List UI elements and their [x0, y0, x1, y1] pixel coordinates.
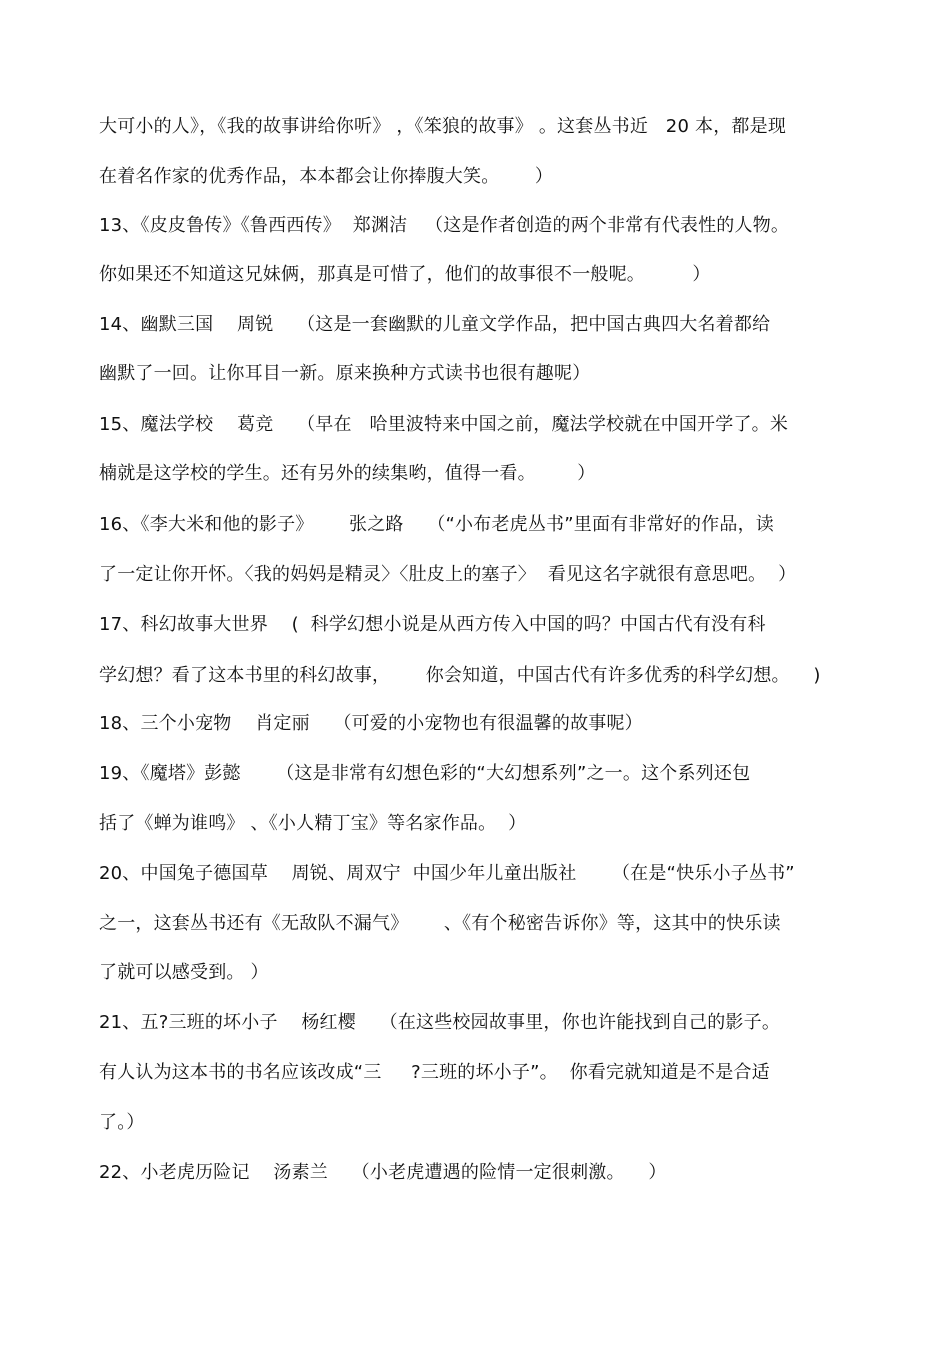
text-line: 21、五?三班的坏小子 杨红樱 （在这些校园故事里，你也许能找到自己的影子。: [99, 1012, 781, 1033]
text-line: 幽默了一回。让你耳目一新。原来换种方式读书也很有趣呢）: [99, 363, 591, 384]
text-line: 16、《李大米和他的影子》 张之路 （“小布老虎丛书”里面有非常好的作品，读: [99, 514, 774, 535]
text-line: 13、《皮皮鲁传》《鲁西西传》 郑渊洁 （这是作者创造的两个非常有代表性的人物。: [99, 215, 790, 236]
text-line: 你如果还不知道这兄妹俩，那真是可惜了，他们的故事很不一般呢。 ）: [99, 264, 711, 285]
text-line: 大可小的人》，《我的故事讲给你听》 ，《笨狼的故事》 。这套丛书近 20 本，都是现: [99, 116, 787, 137]
text-line: 22、小老虎历险记 汤素兰 （小老虎遭遇的险情一定很刺激。 ）: [99, 1162, 667, 1183]
text-line: 14、幽默三国 周锐 （这是一套幽默的儿童文学作品，把中国古典四大名着都给: [99, 314, 771, 335]
text-line: 了。）: [99, 1112, 145, 1133]
text-line: 19、《魔塔》彭懿 （这是非常有幻想色彩的“大幻想系列”之一。这个系列还包: [99, 763, 751, 784]
text-line: 15、魔法学校 葛竞 （早在 哈里波特来中国之前，魔法学校就在中国开学了。米: [99, 414, 789, 435]
text-line: 之一，这套丛书还有《无敌队不漏气》 、《有个秘密告诉你》等，这其中的快乐读: [99, 913, 781, 934]
text-line: 了一定让你开怀。〈我的妈妈是精灵〉〈肚皮上的塞子〉 看见这名字就很有意思吧。 ）: [99, 564, 797, 585]
text-line: 17、科幻故事大世界 ( 科学幻想小说是从西方传入中国的吗？中国古代有没有科: [99, 614, 766, 635]
text-line: 楠就是这学校的学生。还有另外的续集哟，值得一看。 ）: [99, 463, 596, 484]
text-line: 18、三个小宠物 肖定丽 （可爱的小宠物也有很温馨的故事呢）: [99, 713, 643, 734]
text-line: 20、中国兔子德国草 周锐、周双宁 中国少年儿童出版社 （在是“快乐小子丛书”: [99, 863, 795, 884]
text-line: 括了《蝉为谁鸣》 、《小人精丁宝》等名家作品。 ）: [99, 813, 527, 834]
text-line: 了就可以感受到。 ）: [99, 962, 269, 983]
text-line: 学幻想？看了这本书里的科幻故事， 你会知道，中国古代有许多优秀的科学幻想。 ): [99, 665, 821, 686]
text-line: 有人认为这本书的书名应该改成“三 ?三班的坏小子”。 你看完就知道是不是合适: [99, 1062, 770, 1083]
text-line: 在着名作家的优秀作品，本本都会让你捧腹大笑。 ）: [99, 166, 554, 187]
